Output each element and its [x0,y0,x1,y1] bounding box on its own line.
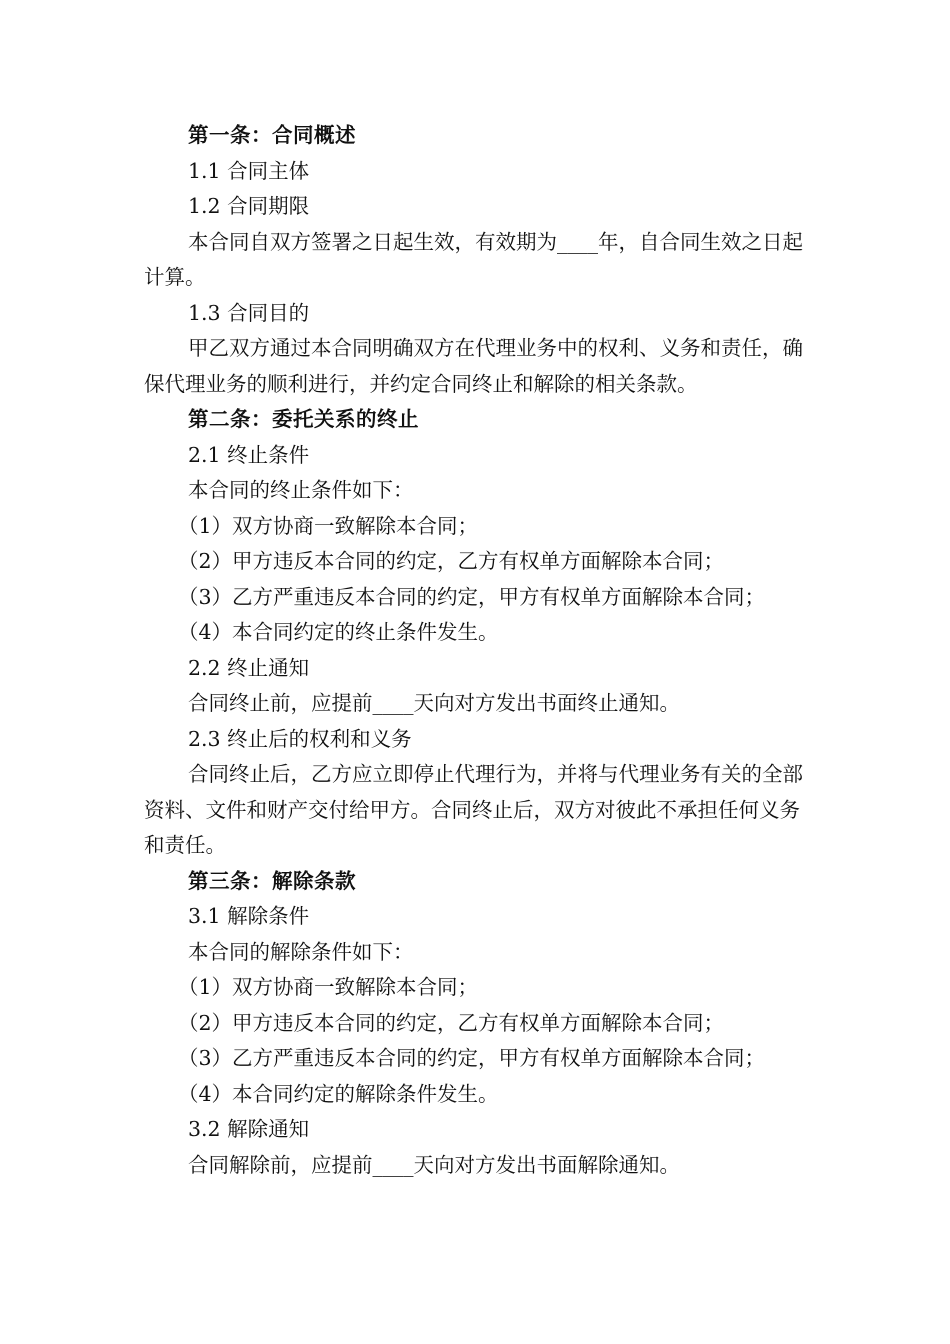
subheading: 2.3 终止后的权利和义务 [188,726,412,751]
paragraph: 合同解除前，应提前____天向对方发出书面解除通知。 [188,1152,680,1177]
list-item: （2）甲方违反本合同的约定，乙方有权单方面解除本合同； [178,1010,725,1035]
list-item: （4）本合同约定的解除条件发生。 [178,1081,499,1106]
subheading: 1.1 合同主体 [188,158,310,183]
subheading: 2.1 终止条件 [188,442,310,467]
section-heading: 第二条：委托关系的终止 [188,407,419,431]
section-heading: 第一条：合同概述 [188,123,356,147]
paragraph: 甲乙双方通过本合同明确双方在代理业务中的权利、义务和责任，确保代理业务的顺利进行，并约定合同终止和解除的相关条款。 [144,336,803,396]
list-item: （2）甲方违反本合同的约定，乙方有权单方面解除本合同； [178,549,725,573]
list-item: （4）本合同约定的终止条件发生。 [178,620,499,644]
list-item: （3）乙方严重违反本合同的约定，甲方有权单方面解除本合同； [178,1046,766,1070]
paragraph: 本合同自双方签署之日起生效，有效期为____年，自合同生效之日起计算。 [144,229,803,289]
subheading: 2.2 终止通知 [188,655,310,680]
section-heading: 第三条：解除条款 [188,868,356,893]
list-item: （3）乙方严重违反本合同的约定，甲方有权单方面解除本合同； [178,584,766,609]
paragraph: 本合同的解除条件如下： [188,939,414,964]
paragraph: 本合同的终止条件如下： [188,478,414,502]
subheading: 3.1 解除条件 [188,904,310,928]
subheading: 1.3 合同目的 [188,300,310,325]
document-body [144,118,816,1183]
subheading: 3.2 解除通知 [188,1117,310,1141]
list-item: （1）双方协商一致解除本合同； [178,975,479,999]
subheading: 1.2 合同期限 [188,194,310,218]
paragraph: 合同终止后，乙方应立即停止代理行为，并将与代理业务有关的全部资料、文件和财产交付给甲方。合同终止后，双方对彼此不承担任何义务和责任。 [144,762,803,857]
paragraph: 合同终止前，应提前____天向对方发出书面终止通知。 [188,691,680,715]
list-item: （1）双方协商一致解除本合同； [178,513,479,538]
